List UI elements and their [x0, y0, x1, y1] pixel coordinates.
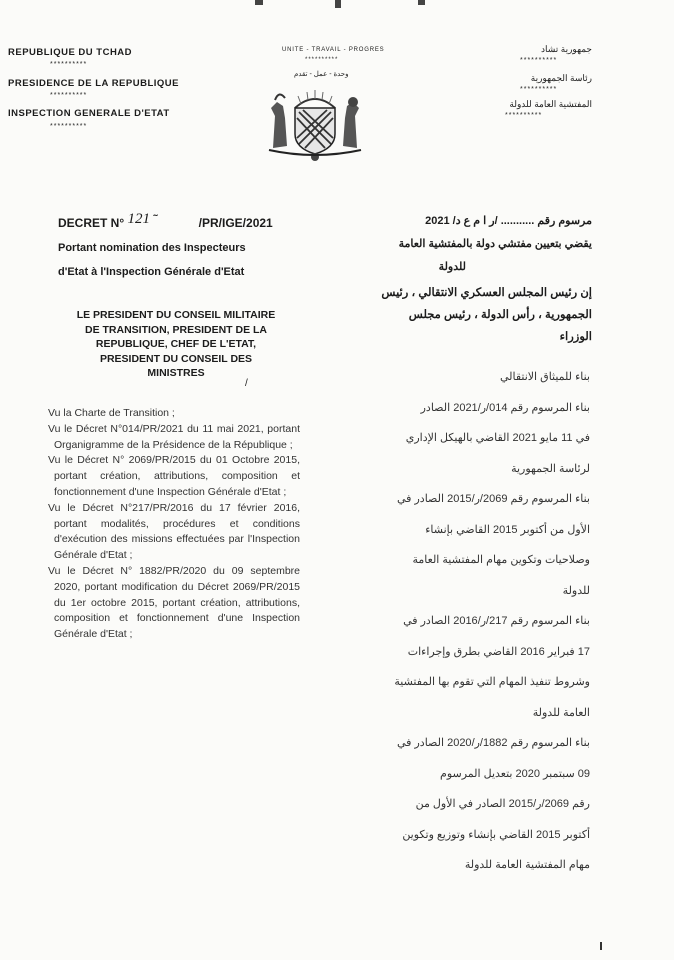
ink-mark [600, 942, 602, 950]
coat-of-arms-lion [343, 102, 359, 148]
header-presidency: PRESIDENCE DE LA REPUBLIQUE [8, 78, 179, 89]
visa-ar-line: في 11 مايو 2021 القاضي بالهيكل الإداري [405, 432, 590, 444]
binding-mark [255, 0, 263, 5]
authority-line: REPUBLIQUE, CHEF DE L'ETAT, [95, 338, 257, 350]
header-stars: ********** [50, 123, 88, 130]
decree-title-ar-2: للدولة [438, 261, 466, 273]
authority-fr [56, 308, 296, 381]
decree-title-fr-1: Portant nomination des Inspecteurs [58, 242, 246, 254]
header-country: REPUBLIQUE DU TCHAD [8, 47, 133, 58]
binding-mark [418, 0, 425, 5]
visa-ar-line: العامة للدولة [532, 706, 590, 719]
visa-ar-line: رقم 2069/ر/2015 الصادر في الأول من [415, 798, 590, 810]
visa-ar-line: 17 فبراير 2016 القاضي بطرق وإجراءات [407, 645, 590, 658]
decree-title-ar-1: يقضي بتعيين مفتشي دولة بالمفتشية العامة [398, 238, 592, 250]
decree-number-label: DECRET N° [58, 216, 125, 230]
header-ar-stars: ********** [520, 86, 558, 93]
visa-ar-line: بناء المرسوم رقم 217/ر/2016 الصادر في [403, 615, 590, 627]
header-ar-stars: ********** [520, 57, 558, 64]
decree-number-suffix: /PR/IGE/2021 [198, 216, 273, 230]
visa-ar-line: بناء المرسوم رقم 1882/ر/2020 الصادر في [397, 737, 590, 749]
coat-of-arms [265, 86, 365, 162]
binding-mark [335, 0, 341, 8]
motto-stars: ********** [305, 57, 339, 63]
visa-ar-line: مهام المفتشية العامة للدولة [464, 859, 590, 871]
authority-ar-line: الجمهورية ، رأس الدولة ، رئيس مجلس [408, 309, 592, 321]
motto-ar: وحدة - عمل - تقدم [294, 71, 349, 78]
visa-ar-line: أكتوبر 2015 القاضي بإنشاء وتوزيع وتكوين [402, 828, 590, 841]
visa-ar-line: 09 سبتمبر 2020 بتعديل المرسوم [440, 767, 590, 780]
decree-number: 121 [127, 211, 150, 227]
header-ar-country: جمهورية تشاد [540, 44, 592, 54]
visa-fr: Vu le Décret N° 1882/PR/2020 du 09 septembre 2020, portant modification du Décret 2069/PR/2015 du 1er octobre 2015, portant création, attributions, composition et fonctionnement d'une Inspection Générale d'Etat ; [48, 564, 300, 641]
visas-ar [350, 362, 590, 881]
visa-ar-line: وصلاحيات وتكوين مهام المفتشية العامة [412, 554, 590, 566]
visa-fr: Vu le Décret N°217/PR/2016 du 17 février 2016, portant modalités, procédures et conditions d'exécution des missions effectuées par l'Inspection Générale d'Etat ; [48, 501, 300, 562]
decree-number-ar: مرسوم رقم ........... /ر ا م ع د/ 2021 [425, 215, 592, 227]
visa-ar-line: بناء للميثاق الانتقالي [499, 371, 590, 383]
decree-title-fr-2: d'Etat à l'Inspection Générale d'Etat [58, 266, 245, 278]
authority-line: PRESIDENT DU CONSEIL DES [99, 352, 253, 365]
header-ar-stars: ********** [505, 112, 543, 119]
visas-fr [48, 406, 300, 643]
header-ar-presidency: رئاسة الجمهورية [530, 73, 592, 83]
authority-ar [342, 282, 592, 348]
visa-ar-line: وشروط تنفيذ المهام التي تقوم بها المفتشية [394, 676, 590, 688]
visa-ar-line: الأول من أكتوبر 2015 القاضي بإنشاء [425, 523, 590, 536]
coat-of-arms-goat [271, 102, 287, 148]
ink-mark: / [245, 378, 248, 389]
visa-ar-line: بناء المرسوم رقم 014/ر/2021 الصادر [420, 401, 590, 414]
visa-fr: Vu la Charte de Transition ; [48, 407, 175, 419]
header-ar-inspection: المفتشية العامة للدولة [509, 99, 592, 109]
visa-ar-line: بناء المرسوم رقم 2069/ر/2015 الصادر في [397, 493, 590, 505]
header-inspection: INSPECTION GENERALE D'ETAT [8, 108, 170, 119]
authority-line: MINISTRES [147, 367, 205, 379]
visa-ar-line: لرئاسة الجمهورية [511, 462, 590, 475]
authority-ar-line: الوزراء [559, 331, 592, 343]
visa-fr: Vu le Décret N°014/PR/2021 du 11 mai 2021, portant Organigramme de la Présidence de la République ; [48, 422, 300, 451]
header-stars: ********** [50, 61, 88, 68]
authority-ar-line: إن رئيس المجلس العسكري الانتقالي ، رئيس [381, 287, 592, 299]
motto: UNITE - TRAVAIL - PROGRES [282, 47, 385, 53]
visa-ar-line: للدولة [562, 584, 590, 597]
authority-line: DE TRANSITION, PRESIDENT DE LA [84, 323, 267, 336]
decree-number-fr: DECRET N° 121 ˜ /PR/IGE/2021 [58, 211, 273, 230]
header-stars: ********** [50, 92, 88, 99]
visa-fr: Vu le Décret N° 2069/PR/2015 du 01 Octobre 2015, portant création, attributions, composition et fonctionnement d'une Inspection Générale d'Etat ; [48, 454, 300, 498]
authority-line: LE PRESIDENT DU CONSEIL MILITAIRE [76, 309, 276, 321]
